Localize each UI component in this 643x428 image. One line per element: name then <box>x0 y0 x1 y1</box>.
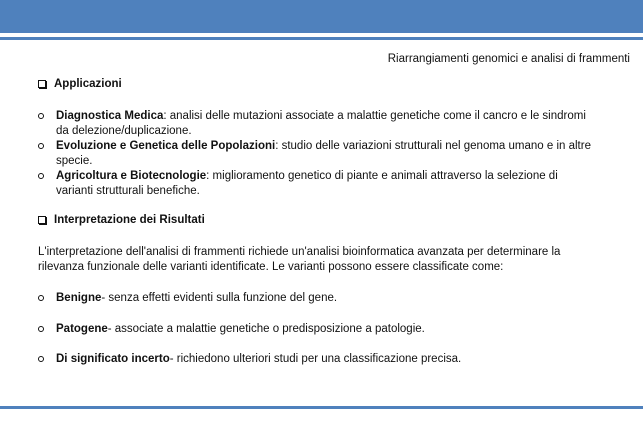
list-item <box>38 139 598 169</box>
footer-rule <box>0 406 643 409</box>
circle-bullet-icon <box>38 173 44 179</box>
list-item-term: Diagnostica Medica <box>56 110 164 122</box>
section-heading-label: Applicazioni <box>54 78 122 90</box>
list-item-term: Patogene <box>56 323 108 335</box>
list-item-term: Agricoltura e Biotecnologie <box>56 170 207 182</box>
list-item-text: : analisi delle mutazioni associate a malattie genetiche come il cancro e le sindromi da delezione/duplicazione. <box>56 110 586 137</box>
header-rule <box>0 37 643 40</box>
circle-bullet-icon <box>38 356 44 362</box>
interpretation-paragraph: L'interpretazione dell'analisi di frammenti richiede un'analisi bioinformatica avanzata per determinare la rilevanza funzionale delle varianti identificate. Le varianti possono essere classificate come: <box>38 246 561 273</box>
list-item-term: Di significato incerto <box>56 353 170 365</box>
list-item-text: - associate a malattie genetiche o predisposizione a patologie. <box>107 323 425 335</box>
list-item-term: Benigne <box>56 292 102 304</box>
checkbox-bullet-icon <box>38 80 46 88</box>
list-item-text: : miglioramento genetico di piante e animali attraverso la selezione di varianti strutturali benefiche. <box>56 170 558 197</box>
section-heading-label: Interpretazione dei Risultati <box>54 214 205 226</box>
list-item <box>38 291 598 306</box>
header-band <box>0 0 643 33</box>
circle-bullet-icon <box>38 113 44 119</box>
circle-bullet-icon <box>38 326 44 332</box>
checkbox-bullet-icon <box>38 216 46 224</box>
circle-bullet-icon <box>38 143 44 149</box>
list-item-text: - richiedono ulteriori studi per una classificazione precisa. <box>169 353 462 365</box>
list-item <box>38 169 598 199</box>
list-item-term: Evoluzione e Genetica delle Popolazioni <box>56 140 276 152</box>
slide-subtitle: Riarrangiamenti genomici e analisi di frammenti <box>387 53 630 65</box>
section-heading-interpretazione <box>38 214 205 226</box>
list-item <box>38 322 598 337</box>
list-item <box>38 109 598 139</box>
list-item-text: : studio delle variazioni strutturali nel genoma umano e in altre specie. <box>56 140 591 167</box>
list-item-text: - senza effetti evidenti sulla funzione del gene. <box>101 292 338 304</box>
circle-bullet-icon <box>38 295 44 301</box>
section-heading-applicazioni <box>38 78 122 90</box>
list-item <box>38 352 598 367</box>
